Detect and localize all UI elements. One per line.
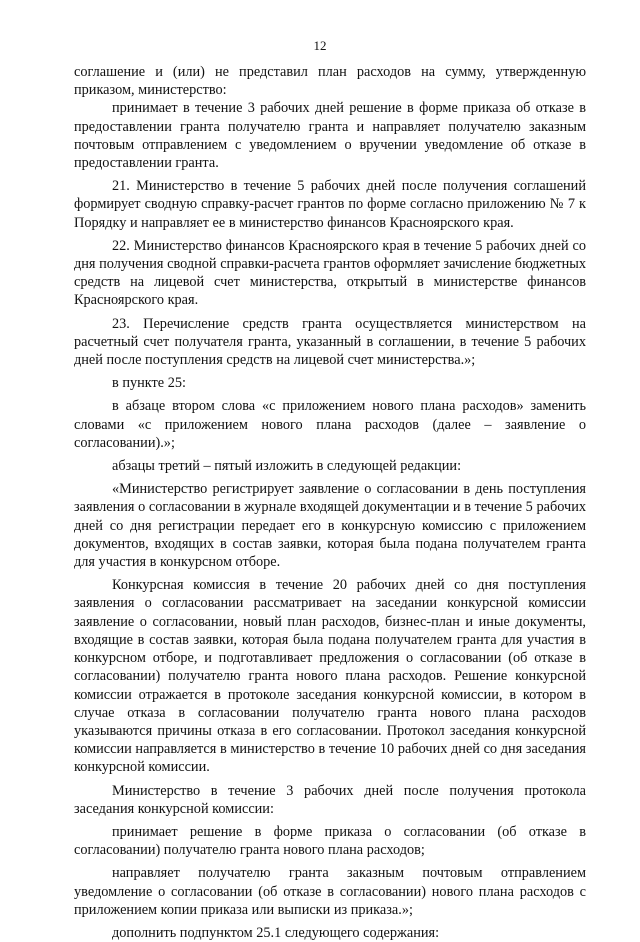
- paragraph-item-21: 21. Министерство в течение 5 рабочих дней после получения соглашений формирует сводную справку-расчет грантов по форме согласно приложению № 7 к Порядку и направляет ее в министерство финансов Красноярского края.: [74, 178, 586, 231]
- paragraph-send-notification: направляет получателю гранта заказным почтовым отправлением уведомление о согласовании (об отказе в согласовании) нового плана расходов с приложением копии приказа или выписки из приказа.»;: [74, 865, 586, 918]
- paragraph-ministry-after-protocol: Министерство в течение 3 рабочих дней после получения протокола заседания конкурсной комиссии:: [74, 782, 586, 817]
- paragraph-ministry-registers: «Министерство регистрирует заявление о согласовании в день поступления заявления о согласовании в журнале входящей документации и в течение 5 рабочих дней со дня регистрации передает его в конкурсную комиссию с приложением документов, входящих в состав заявки, которая была подана получателем гранта для участия в конкурсном отборе.: [74, 481, 586, 571]
- paragraph-subparagraphs-3-5: абзацы третий – пятый изложить в следующей редакции:: [112, 458, 462, 475]
- paragraph-approval-decision: принимает решение в форме приказа о согласовании (об отказе в согласовании) получателю гранта нового плана расходов;: [74, 823, 586, 859]
- paragraph-refusal-decision: принимает в течение 3 рабочих дней решение в форме приказа об отказе в предоставлении гранта получателю гранта и направляет получателю заказным почтовым отправлением с уведомлением о вручении уведомление об отказе в предоставлении гранта.: [74, 100, 586, 172]
- paragraph-second-subparagraph: в абзаце втором слова «с приложением нового плана расходов» заменить словами «с приложением нового плана расходов (далее – заявление о согласовании).»;: [74, 398, 586, 451]
- paragraph-competition-commission: Конкурсная комиссия в течение 20 рабочих дней со дня поступления заявления о согласовании рассматривает на заседании конкурсной комиссии заявление о согласовании, новый план расходов, бизнес-план и иные документы, входящие в состав заявки, которая была подана получателем гранта для участия в конкурсном отборе, и подготавливает предложения о согласовании (об отказе в согласовании) получателю гранта нового плана расходов. Решение конкурсной комиссии отражается в протоколе заседания конкурсной комиссии, в котором в случае отказа в согласовании получателю гранта нового плана расходов указываются причины отказа в его согласовании. Протокол заседания конкурсной комиссии направляется в министерство в течение 10 рабочих дней со дня заседания конкурсной комиссии.: [74, 577, 586, 776]
- paragraph-intro-continuation: соглашение и (или) не представил план расходов на сумму, утвержденную приказом, министерство:: [74, 64, 586, 99]
- paragraph-point-25: в пункте 25:: [112, 375, 186, 392]
- paragraph-item-23: 23. Перечисление средств гранта осуществляется министерством на расчетный счет получателя гранта, указанный в соглашении, в течение 5 рабочих дней после поступления средств на лицевой счет министерства.»;: [74, 315, 586, 369]
- paragraph-add-subpoint-25-1: дополнить подпунктом 25.1 следующего содержания:: [112, 924, 440, 941]
- paragraph-item-22: 22. Министерство финансов Красноярского края в течение 5 рабочих дней со дня получения сводной справки-расчета грантов оформляет зачисление бюджетных средств на лицевой счет министерства, открытый в министерстве финансов Красноярского края.: [74, 237, 586, 309]
- page-number: 12: [313, 38, 327, 53]
- document-body: [74, 63, 586, 942]
